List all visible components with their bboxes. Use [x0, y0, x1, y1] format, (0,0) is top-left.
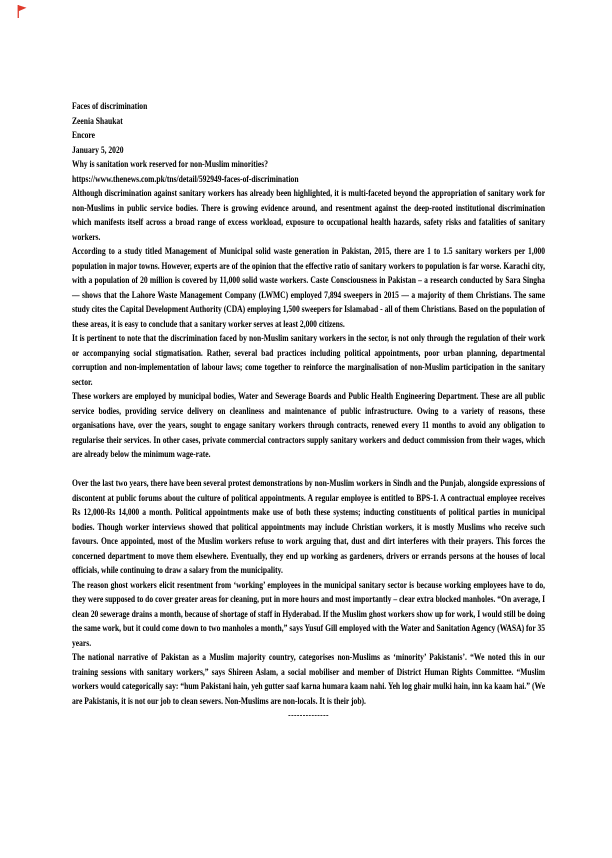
red-flag-icon: [15, 4, 29, 19]
flag-pole: [18, 5, 19, 18]
end-separator: --------------: [288, 710, 329, 721]
article-content: [72, 100, 545, 724]
paragraph-6: The reason ghost workers elicit resentment from ‘working’ employees in the municipal sanitary sector is because working employees have to do, they were supposed to do cover greater areas for cleaning, put in more hours and most importantly – clear extra blocked manholes. “On average, I clean 20 sewerage drains a month, because of shortage of staff in Hyderabad. If the Muslim ghost workers show up for work, I would still be doing the same work, but it could come down to two manholes a month,” says Yusuf Gill employed with the Water and Sanitation Agency (WASA) for 35 years.: [72, 579, 546, 649]
doc-date: January 5, 2020: [72, 144, 124, 156]
paragraph-3: It is pertinent to note that the discrimination faced by non-Muslim sanitary workers in the sector, is not only through the regulation of their work or accompanying social stigmatisation. Rather, several bad practices including political appointments, poor urban planning, departmental corruption and non-implementation of labour laws; come together to reinforce the marginalisation of non-Muslim participation in the sanitary sector.: [72, 333, 546, 388]
flag-pennant: [19, 5, 27, 11]
doc-author: Zeenia Shaukat: [72, 115, 123, 127]
doc-source-url: https://www.thenews.com.pk/tns/detail/592949-faces-of-discrimination: [72, 173, 299, 185]
paragraph-2: According to a study titled Management of Municipal solid waste generation in Pakistan, 2015, there are 1 to 1.5 sanitary workers per 1,000 population in major towns. However, experts are of the opinion that the effective ratio of sanitary workers to population is far worse. Karachi city, with a population of 20 million is covered by 11,000 solid waste workers. Caste Consciousness in Pakistan – a research conducted by Sara Singha — shows that the Lahore Waste Management Company (LWMC) employed 7,894 sweepers in 2015 — a majority of them Christians. The same study cites the Capital Development Authority (CDA) employing 1,500 sweepers for Islamabad - all of them Christians. Based on the population of these areas, it is easy to conclude that a sanitary worker serves at least 2,000 citizens.: [72, 246, 546, 330]
paragraph-7: The national narrative of Pakistan as a Muslim majority country, categorises non-Muslims as ‘minority’ Pakistanis’. “We noted this in our training sessions with sanitary workers,” says Shireen Aslam, a social mobiliser and member of District Human Rights Committee. “Muslim workers would categorically say: “hum Pakistani hain, yeh gutter saaf karna humara kaam nahi. Yeh log ghair mulki hain, inn ka kaam hai.” (We are Pakistanis, it is not our job to clean sewers. Non-Muslims are non-locals. It is their job).: [72, 652, 546, 707]
doc-subtitle: Why is sanitation work reserved for non-Muslim minorities?: [72, 159, 268, 170]
doc-publication: Encore: [72, 130, 95, 141]
paragraph-4: These workers are employed by municipal bodies, Water and Sewerage Boards and Public Health Engineering Department. These are all public service bodies, providing service delivery on cleanliness and maintenance of public infrastructure. Owing to a variety of reasons, these organisations have, over the years, sought to engage sanitary workers through contracts, renewed every 11 months to avoid any obligation to regularise their services. In other cases, private commercial contractors supply sanitary workers and deduct commission from their wages, which are already below the minimum wage-rate.: [72, 391, 546, 460]
paragraph-1: Although discrimination against sanitary workers has already been highlighted, it is multi-faceted beyond the appropriation of sanitary work for non-Muslims in public service bodies. There is growing evidence around, and resentment against the deep-rooted institutional discrimination which manifests itself across a broad range of excess workload, exposure to occupational health hazards, safety risks and fatalities of sanitary workers.: [72, 188, 546, 243]
doc-title: Faces of discrimination: [72, 101, 148, 112]
paragraph-5: Over the last two years, there have been several protest demonstrations by non-Muslim workers in Sindh and the Punjab, alongside expressions of discontent at public forums about the culture of political appointments. A regular employee is entitled to BPS-1. A contractual employee receives Rs 12,000-Rs 14,000 a month. Political appointments make use of both these systems; inducting constituents of political parties in municipal bodies. Though worker interviews showed that political appointments may include Christian workers, it is mostly Muslims who receive such favours. Once appointed, most of the Muslim workers refuse to work arguing that, dust and dirt interferes with their prayers. This forces the concerned department to move them elsewhere. Eventually, they end up working as gardeners, drivers or errands persons at the houses of local officials, while continuing to draw a salary from the municipality.: [72, 478, 546, 576]
